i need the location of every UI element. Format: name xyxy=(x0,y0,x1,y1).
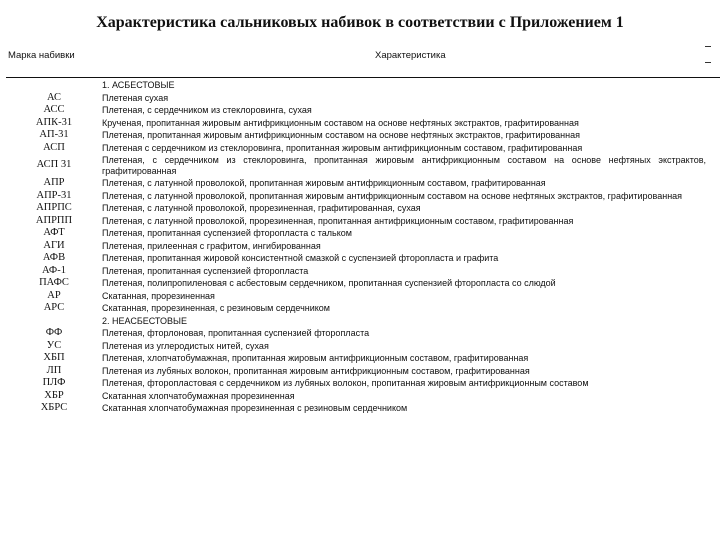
packing-grade: АСП xyxy=(43,141,65,153)
packing-grade: АПК-31 xyxy=(35,116,73,128)
packing-description: Плетеная сухая xyxy=(102,92,169,103)
table-row xyxy=(6,191,706,204)
packing-grade: ПАФС xyxy=(39,277,69,288)
packing-description: Плетеная, хлопчатобумажная, пропитанная жировым антифрикционным составом, графитированная xyxy=(102,353,529,363)
packing-grade: АФ-1 xyxy=(42,264,66,276)
header-divider xyxy=(6,77,720,78)
edge-tick-top xyxy=(705,46,711,47)
packing-grade: АСС xyxy=(43,104,65,115)
packing-description: Скатанная, прорезиненная xyxy=(102,290,215,301)
packing-grade: АПР-31 xyxy=(36,189,72,201)
packing-grade: АП-31 xyxy=(39,129,69,140)
table-row xyxy=(6,216,706,229)
table-row xyxy=(6,203,706,216)
packing-description: Плетеная, с сердечником из стеклоровинга, сухая xyxy=(102,105,312,115)
table-row xyxy=(6,118,706,131)
packing-description: Плетеная, фторлоновая, пропитанная суспензией фторопласта xyxy=(102,328,370,338)
table-row xyxy=(6,178,706,191)
packing-description: Скатанная, прорезиненная, с резиновым сердечником xyxy=(102,303,330,313)
packing-table xyxy=(6,80,706,416)
column-header-mark: Марка набивки xyxy=(8,50,75,61)
packing-description: Плетеная, фторопластовая с сердечником из лубяных волокон, пропитанная жировым антифрикционным составом xyxy=(102,378,589,388)
table-row xyxy=(6,241,706,254)
packing-grade: ПЛФ xyxy=(42,377,66,388)
packing-description: Плетеная, с латунной проволокой, прорезиненная, пропитанная антифрикционным составом, графитированная xyxy=(102,215,574,226)
section-heading: 1. АСБЕСТОВЫЕ xyxy=(102,80,175,90)
packing-grade: АПРПС xyxy=(36,202,72,213)
packing-description: Крученая, пропитанная жировым антифрикционным составом на основе нефтяных экстрактов, графитированная xyxy=(102,117,579,128)
table-row xyxy=(6,143,706,156)
packing-description: Плетеная из углеродистых нитей, сухая xyxy=(102,340,269,351)
packing-grade: ФФ xyxy=(45,327,63,338)
table-row xyxy=(6,303,706,316)
table-row xyxy=(6,378,706,391)
packing-grade: УС xyxy=(46,339,62,351)
packing-description: Плетеная, с сердечником из стеклоровинга, пропитанная жировым антифрикционным составом на основе нефтяных экстрактов, графитированная xyxy=(102,155,706,176)
packing-grade: ХБП xyxy=(43,352,65,363)
packing-description: Плетеная с сердечником из стеклоровинга, пропитанная жировым антифрикционным составом, графитированная xyxy=(102,142,583,153)
packing-grade: АГИ xyxy=(43,239,65,251)
packing-description: Плетеная, прилеенная с графитом, ингибированная xyxy=(102,240,321,251)
packing-description: Плетеная, пропитанная жировой консистентной смазкой с суспензией фторопласта и графита xyxy=(102,253,499,263)
table-row xyxy=(6,253,706,266)
table-row xyxy=(6,291,706,304)
section-heading-row xyxy=(6,80,706,93)
table-row xyxy=(6,93,706,106)
table-row xyxy=(6,353,706,366)
packing-description: Скатанная хлопчатобумажная прорезиненная с резиновым сердечником xyxy=(102,403,408,413)
packing-grade: ЛП xyxy=(46,364,62,376)
table-row xyxy=(6,266,706,279)
table-row xyxy=(6,366,706,379)
section-heading-row xyxy=(6,316,706,329)
packing-grade: АФВ xyxy=(42,252,66,263)
column-header-description: Характеристика xyxy=(375,50,446,61)
table-row xyxy=(6,105,706,118)
table-row xyxy=(6,130,706,143)
table-row xyxy=(6,328,706,341)
table-body xyxy=(6,80,706,416)
table-row xyxy=(6,228,706,241)
table-row xyxy=(6,341,706,354)
packing-grade: АПР xyxy=(43,177,65,188)
table-row xyxy=(6,391,706,404)
page-title: Характеристика сальниковых набивок в соответствии с Приложением 1 xyxy=(96,14,624,31)
packing-grade: АСП 31 xyxy=(36,159,72,171)
table-row xyxy=(6,278,706,291)
packing-description: Плетеная, с латунной проволокой, пропитанная жировым антифрикционным составом, графитированная xyxy=(102,178,546,188)
packing-grade: ХБР xyxy=(44,389,64,401)
packing-grade: ХБРС xyxy=(40,402,68,413)
packing-description: Плетеная, пропитанная жировым антифрикционным составом на основе нефтяных экстрактов, графитированная xyxy=(102,130,580,140)
packing-grade: АФТ xyxy=(43,227,65,238)
table-row xyxy=(6,403,706,416)
packing-description: Плетеная, пропитанная суспензией фторопласта с тальком xyxy=(102,228,352,238)
packing-grade xyxy=(6,80,102,93)
packing-description: Плетеная, с латунной проволокой, прорезиненная, графитированная, сухая xyxy=(102,203,421,213)
packing-description: Плетеная, пропитанная суспензией фторопласта xyxy=(102,265,309,276)
table-row xyxy=(6,155,706,178)
section-heading: 2. НЕАСБЕСТОВЫЕ xyxy=(102,315,187,326)
edge-tick-bottom xyxy=(705,62,711,63)
packing-grade: АПРПП xyxy=(35,214,73,226)
packing-grade: АС xyxy=(46,91,62,103)
packing-grade: АРС xyxy=(43,302,65,313)
packing-description: Скатанная хлопчатобумажная прорезиненная xyxy=(102,390,295,401)
packing-description: Плетеная из лубяных волокон, пропитанная жировым антифрикционным составом, графитированная xyxy=(102,365,530,376)
packing-grade: АР xyxy=(47,289,61,301)
packing-description: Плетеная, полипропиленовая с асбестовым сердечником, пропитанная суспензией фторопласта со слюдой xyxy=(102,278,556,288)
packing-description: Плетеная, с латунной проволокой, пропитанная жировым антифрикционным составом на основе нефтяных экстрактов, графитированная xyxy=(102,190,683,201)
